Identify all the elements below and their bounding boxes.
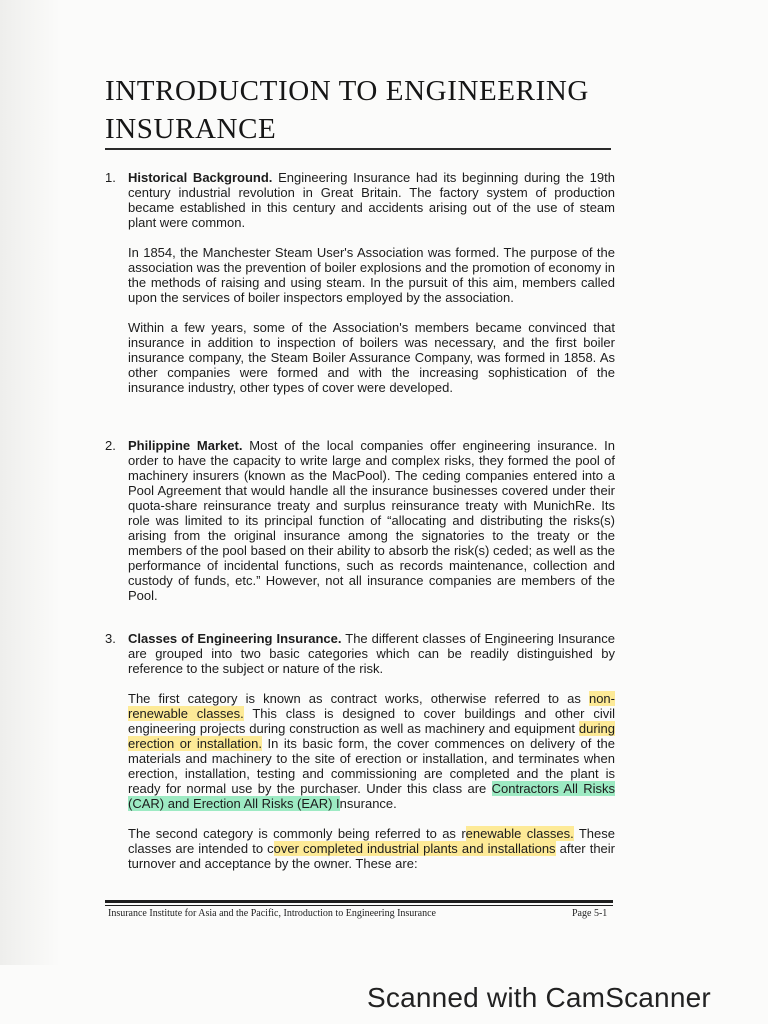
- paragraph-text: The different classes of Engineering Insurance are grouped into two basic categories which can be readily distinguished by reference to the subject or nature of the risk.: [128, 631, 615, 676]
- section-number: 2.: [105, 438, 116, 453]
- section-heading: Philippine Market.: [128, 438, 243, 453]
- text-run: This class is designed to cover buildings and other civil engineering projects during construction as well as machinery and equipment: [128, 706, 615, 736]
- text-run: The first category is known as contract works, otherwise referred to as: [128, 691, 589, 706]
- highlight-green: Contractors All Risks (CAR) and Erection All Risks (EAR) I: [128, 781, 615, 811]
- paragraph: Within a few years, some of the Association's members became convinced that insurance in addition to inspection of boilers was necessary, and the first boiler insurance company, the Steam Boiler Assurance Company, was formed in 1858. As other companies were formed and with the increasing sophistication of the insurance industry, other types of cover were developed.: [128, 320, 615, 395]
- section-philippine-market: [105, 438, 615, 618]
- text-run: after their turnover and acceptance by the owner. These are:: [128, 841, 615, 871]
- paragraph: [128, 170, 615, 230]
- paragraph-renewable: [128, 826, 615, 871]
- page-number: Page 5-1: [572, 908, 608, 919]
- page-title: [105, 72, 625, 148]
- footer-rule-thick: [105, 900, 613, 903]
- section-heading: Historical Background.: [128, 170, 273, 185]
- title-line-1: INTRODUCTION TO ENGINEERING: [105, 75, 589, 107]
- text-run: The second category is commonly being referred to as r: [128, 826, 466, 841]
- highlight-yellow: non-renewable classes.: [128, 691, 615, 721]
- text-run: In its basic form, the cover commences on delivery of the materials and machinery to the site of erection or installation, and terminates when erection, installation, testing and commissioning are completed and the plant is ready for normal use by the purchaser. Under this class are: [128, 736, 616, 796]
- highlight-yellow: during erection or installation.: [128, 721, 615, 751]
- text-run: nsurance.: [339, 796, 397, 811]
- camscanner-watermark: Scanned with CamScanner: [367, 982, 711, 1013]
- highlight-yellow: enewable classes.: [465, 826, 574, 841]
- title-line-2: INSURANCE: [105, 113, 277, 145]
- section-classes-of-engineering-insurance: [105, 631, 615, 886]
- title-underline: [105, 148, 611, 150]
- paragraph: [128, 438, 615, 603]
- section-number: 3.: [105, 631, 116, 646]
- footer-rule-thin: [105, 905, 613, 906]
- section-historical-background: [105, 170, 615, 410]
- paragraph-contract-works: [128, 691, 615, 811]
- section-heading: Classes of Engineering Insurance.: [128, 631, 342, 646]
- paragraph: [128, 631, 615, 676]
- paragraph-text: Most of the local companies offer engineering insurance. In order to have the capacity to write large and complex risks, they formed the pool of machinery insurers (known as the MacPool). The ceding companies entered into a Pool Agreement that would handle all the insurance businesses covered under their quota-share reinsurance treaty and surplus reinsurance treaty with MunichRe. Its role was limited to its principal function of “allocating and distributing the risks(s) arising from the original insurance among the signatories to the treaty or the members of the pool based on their ability to absorb the risk(s) ceded; as well as the performance of incidental functions, such as records maintenance, collection and custody of funds, etc.” However, not all insurance companies are members of the Pool.: [128, 438, 615, 603]
- section-number: 1.: [105, 170, 116, 185]
- text-run: These classes are intended to c: [128, 826, 616, 856]
- paragraph-text: Engineering Insurance had its beginning during the 19th century industrial revolution in Great Britain. The factory system of production became established in this century and accidents arising out of the use of steam plant were common.: [128, 170, 615, 230]
- highlight-yellow: over completed industrial plants and installations: [273, 841, 556, 856]
- footer-source: Insurance Institute for Asia and the Pacific, Introduction to Engineering Insurance: [108, 908, 436, 919]
- paragraph: In 1854, the Manchester Steam User's Association was formed. The purpose of the association was the prevention of boiler explosions and the promotion of economy in the methods of raising and using steam. In the pursuit of this aim, members called upon the services of boiler inspectors employed by the association.: [128, 245, 615, 305]
